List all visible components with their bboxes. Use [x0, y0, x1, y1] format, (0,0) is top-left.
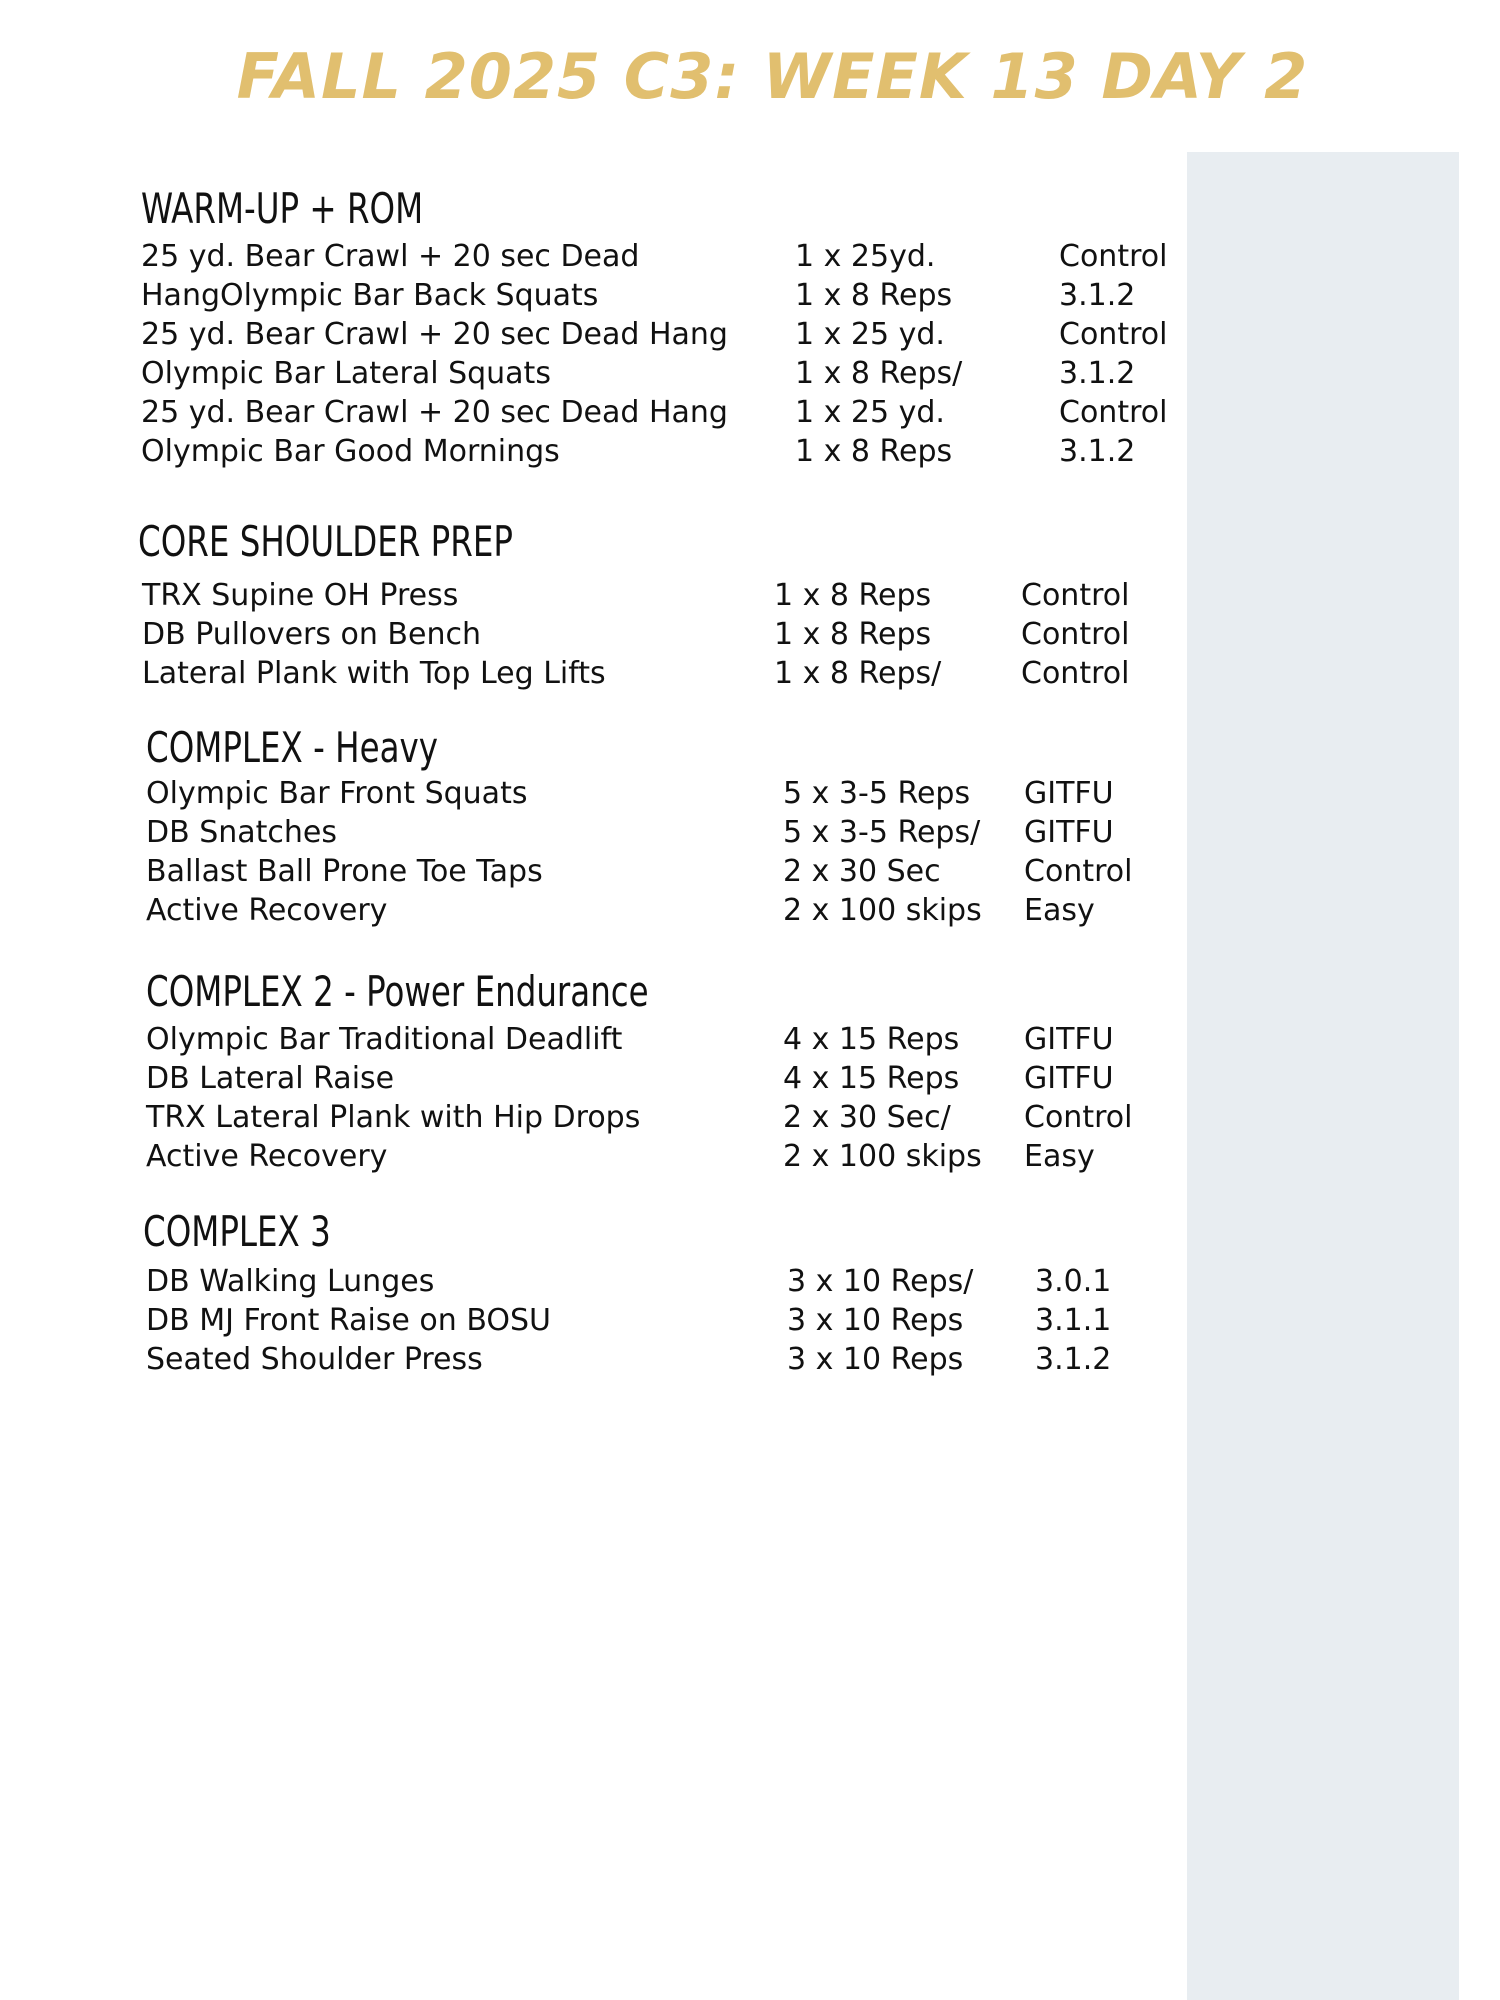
exercise-name: DB Walking Lunges	[146, 1264, 435, 1299]
exercise-row	[146, 1137, 1095, 1176]
exercise-list	[146, 1020, 1133, 1176]
exercise-prescription: 3 x 10 Reps/	[787, 1264, 974, 1299]
exercise-name: Olympic Bar Good Mornings	[141, 434, 560, 469]
exercise-tempo: Easy	[1024, 893, 1095, 928]
exercise-tempo: GITFU	[1024, 776, 1114, 811]
exercise-list	[146, 774, 1133, 930]
exercise-row	[142, 615, 1130, 654]
exercise-prescription: 1 x 8 Reps/	[795, 356, 963, 391]
exercise-tempo: Control	[1021, 578, 1130, 613]
exercise-name: TRX Lateral Plank with Hip Drops	[146, 1100, 641, 1135]
exercise-row	[146, 1262, 1112, 1301]
exercise-prescription: 1 x 8 Reps	[774, 578, 932, 613]
exercise-prescription: 5 x 3-5 Reps	[783, 776, 971, 811]
side-panel	[1187, 152, 1459, 2000]
exercise-tempo: Control	[1024, 1100, 1133, 1135]
exercise-tempo: 3.1.2	[1059, 278, 1136, 313]
exercise-name: DB Pullovers on Bench	[142, 617, 481, 652]
exercise-name: 25 yd. Bear Crawl + 20 sec Dead	[141, 239, 640, 274]
exercise-name: Ballast Ball Prone Toe Taps	[146, 854, 543, 889]
exercise-name: Active Recovery	[146, 893, 388, 928]
exercise-prescription: 3 x 10 Reps	[787, 1303, 964, 1338]
exercise-prescription: 1 x 25yd.	[795, 239, 936, 274]
exercise-prescription: 2 x 30 Sec	[783, 854, 941, 889]
page-title: FALL 2025 C3: WEEK 13 DAY 2	[236, 40, 1309, 113]
section-heading: COMPLEX - Heavy	[146, 723, 438, 772]
exercise-tempo: 3.0.1	[1035, 1264, 1112, 1299]
exercise-name: DB Snatches	[146, 815, 338, 850]
exercise-tempo: GITFU	[1024, 1022, 1114, 1057]
exercise-prescription: 1 x 8 Reps	[795, 434, 953, 469]
exercise-prescription: 5 x 3-5 Reps/	[783, 815, 981, 850]
exercise-tempo: Easy	[1024, 1139, 1095, 1174]
exercise-tempo: Control	[1059, 239, 1168, 274]
exercise-name: Lateral Plank with Top Leg Lifts	[142, 656, 606, 691]
exercise-tempo: GITFU	[1024, 1061, 1114, 1096]
exercise-row	[141, 393, 1168, 432]
exercise-name: 25 yd. Bear Crawl + 20 sec Dead Hang	[141, 395, 728, 430]
exercise-tempo: 3.1.2	[1059, 434, 1136, 469]
exercise-list	[146, 1262, 1112, 1379]
section-warm-up	[141, 183, 1168, 471]
exercise-prescription: 2 x 100 skips	[783, 1139, 982, 1174]
section-complex-3	[143, 1206, 1112, 1379]
exercise-tempo: Control	[1059, 317, 1168, 352]
exercise-tempo: GITFU	[1024, 815, 1114, 850]
section-heading: CORE SHOULDER PREP	[138, 517, 513, 566]
exercise-row	[141, 354, 1136, 393]
exercise-prescription: 1 x 25 yd.	[795, 317, 945, 352]
exercise-name: Active Recovery	[146, 1139, 388, 1174]
exercise-tempo: Control	[1059, 395, 1168, 430]
exercise-row	[146, 891, 1095, 930]
exercise-tempo: Control	[1021, 656, 1130, 691]
section-heading: COMPLEX 2 - Power Endurance	[146, 967, 649, 1016]
exercise-prescription: 4 x 15 Reps	[783, 1061, 960, 1096]
exercise-row	[146, 1098, 1133, 1137]
exercise-row	[141, 276, 1136, 315]
exercise-name: Olympic Bar Lateral Squats	[141, 356, 551, 391]
section-complex-2-power-endurance	[146, 966, 1133, 1176]
exercise-prescription: 1 x 8 Reps/	[774, 656, 942, 691]
exercise-list	[142, 576, 1130, 693]
exercise-tempo: 3.1.1	[1035, 1303, 1112, 1338]
exercise-row	[146, 852, 1133, 891]
exercise-prescription: 2 x 100 skips	[783, 893, 982, 928]
section-core-shoulder-prep	[138, 516, 1130, 693]
exercise-row	[146, 1340, 1112, 1379]
exercise-prescription: 1 x 25 yd.	[795, 395, 945, 430]
exercise-name: DB Lateral Raise	[146, 1061, 395, 1096]
exercise-list	[141, 237, 1168, 471]
exercise-name: Olympic Bar Traditional Deadlift	[146, 1022, 623, 1057]
exercise-prescription: 3 x 10 Reps	[787, 1342, 964, 1377]
section-heading: COMPLEX 3	[143, 1207, 331, 1256]
exercise-row	[142, 654, 1130, 693]
exercise-tempo: 3.1.2	[1059, 356, 1136, 391]
exercise-row	[141, 237, 1168, 276]
exercise-name: Olympic Bar Front Squats	[146, 776, 528, 811]
exercise-name: Seated Shoulder Press	[146, 1342, 483, 1377]
exercise-prescription: 4 x 15 Reps	[783, 1022, 960, 1057]
exercise-row	[141, 315, 1168, 354]
exercise-name: DB MJ Front Raise on BOSU	[146, 1303, 551, 1338]
exercise-row	[142, 576, 1130, 615]
exercise-row	[141, 432, 1136, 471]
exercise-name: TRX Supine OH Press	[142, 578, 459, 613]
exercise-tempo: 3.1.2	[1035, 1342, 1112, 1377]
exercise-row	[146, 1020, 1114, 1059]
section-heading: WARM-UP + ROM	[141, 184, 424, 233]
exercise-tempo: Control	[1024, 854, 1133, 889]
exercise-row	[146, 1301, 1112, 1340]
exercise-tempo: Control	[1021, 617, 1130, 652]
exercise-row	[146, 813, 1114, 852]
exercise-name: 25 yd. Bear Crawl + 20 sec Dead Hang	[141, 317, 728, 352]
exercise-row	[146, 774, 1114, 813]
exercise-prescription: 2 x 30 Sec/	[783, 1100, 951, 1135]
exercise-row	[146, 1059, 1114, 1098]
section-complex-heavy	[146, 722, 1133, 930]
exercise-name: HangOlympic Bar Back Squats	[141, 278, 599, 313]
exercise-prescription: 1 x 8 Reps	[795, 278, 953, 313]
exercise-prescription: 1 x 8 Reps	[774, 617, 932, 652]
